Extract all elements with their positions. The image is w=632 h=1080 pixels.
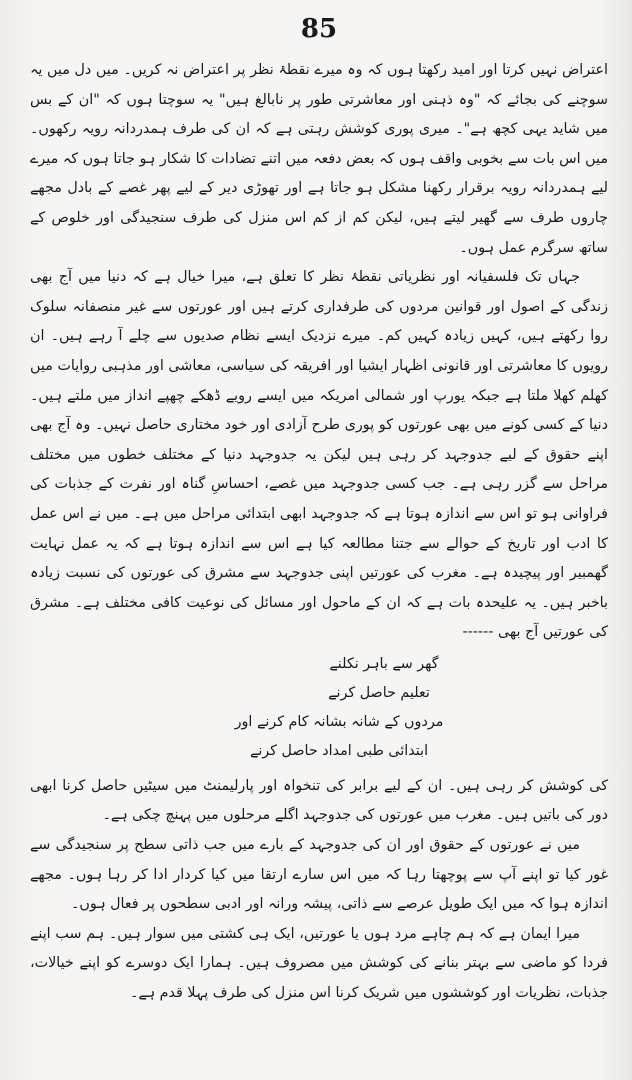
indented-list: [30, 650, 608, 766]
list-line: گھر سے باہر نکلنے: [329, 655, 439, 672]
paragraph-1: اعتراض نہیں کرتا اور امید رکھتا ہوں کہ وہ میرے نقطۂ نظر پر اعتراض نہ کریں۔ میں دل میں یہ سوچنے کی بجائے کہ "وہ ذہنی اور معاشرتی طور پر نابالغ ہیں" یہ سوچتا ہوں کہ "ان کے بس میں شاید یہی کچھ ہے"۔ میری پوری کوشش رہتی ہے کہ ان کی طرف ہمدردانہ رویہ رکھوں۔ میں اس بات سے بخوبی واقف ہوں کہ بعض دفعہ میں اتنے تضادات کا شکار ہو جاتا ہوں کہ میرے لیے ہمدردانہ رویہ برقرار رکھنا مشکل ہو جاتا ہے اور تھوڑی دیر کے لیے پھر غصے کے بادل مجھے چاروں طرف سے گھیر لیتے ہیں، لیکن کم از کم اس منزل کی طرف سنجیدگی اور خلوص کے ساتھ سرگرم عمل ہوں۔: [30, 62, 608, 256]
list-line: تعلیم حاصل کرنے: [328, 684, 430, 701]
list-line: مردوں کے شانہ بشانہ کام کرنے اور: [234, 713, 444, 730]
list-line: ابتدائی طبی امداد حاصل کرنے: [249, 742, 429, 759]
paragraph-5: میرا ایمان ہے کہ ہم چاہے مرد ہوں یا عورتیں، ایک ہی کشتی میں سوار ہیں۔ ہم سب اپنے فردا کو ماضی سے بہتر بنانے کی کوشش میں مصروف ہیں۔ ہمارا ایک دوسرے کو اپنے خیالات، جذبات، نظریات اور کوششوں میں شریک کرنا اس منزل کی طرف پہلا قدم ہے۔: [30, 925, 608, 1002]
paragraph-3: کی کوشش کر رہی ہیں۔ ان کے لیے برابر کی تنخواہ اور پارلیمنٹ میں سیٹیں حاصل کرنا ابھی دور کی باتیں ہیں۔ مغرب میں عورتوں کی جدوجہد اگلے مرحلوں میں پہنچ چکی ہے۔: [30, 777, 608, 824]
page-number: 85: [300, 14, 338, 44]
paragraph-2: جہاں تک فلسفیانہ اور نظریاتی نقطۂ نظر کا تعلق ہے، میرا خیال ہے کہ دنیا میں آج بھی زندگی کے اصول اور قوانین مردوں کی طرفداری کرتے ہیں اور عورتوں سے غیر منصفانہ سلوک روا رکھتے ہیں، کہیں زیادہ کہیں کم۔ میرے نزدیک ایسے نظام صدیوں سے چلے آ رہے ہیں۔ ان رویوں کا معاشرتی اور قانونی اظہار ایشیا اور افریقہ کی سیاسی، معاشی اور مذہبی روایات میں کھلم کھلا ملتا ہے جبکہ یورپ اور شمالی امریکہ میں ایسے رویے ڈھکے چھپے انداز میں ملتے ہیں۔ دنیا کے کسی کونے میں بھی عورتوں کو پوری طرح آزادی اور خود مختاری حاصل نہیں۔ وہ آج بھی اپنے حقوق کے لیے جدوجہد کر رہی ہیں لیکن یہ جدوجہد دنیا کے مختلف خطوں میں مختلف مراحل سے گزر رہی ہے۔ جب کسی جدوجہد میں غصے، احساسِ گناہ اور نفرت کے جذبات کی فراوانی ہو تو اس سے اندازہ ہوتا ہے کہ جدوجہد ابھی ابتدائی مراحل میں ہے۔ میں نے اس عمل کا ادب اور تاریخ کے حوالے سے جتنا مطالعہ کیا ہے اس سے اندازہ ہوتا ہے کہ یہ عمل نہایت گھمبیر اور پیچیدہ ہے۔ مغرب کی عورتیں اپنی جدوجہد سے مشرق کی عورتوں کی نسبت زیادہ باخبر ہیں۔ یہ علیحدہ بات ہے کہ ان کے ماحول اور مسائل کی نوعیت کافی مختلف ہے۔ مشرق کی عورتیں آج بھی ------: [30, 269, 608, 641]
paragraph-4: میں نے عورتوں کے حقوق اور ان کی جدوجہد کے بارے میں جب ذاتی سطح پر سنجیدگی سے غور کیا تو اپنے آپ سے پوچھتا رہا کہ میں اس سارے ارتقا میں کیا کردار ادا کر رہا ہوں۔ مجھے اندازہ ہوا کہ میں ایک طویل عرصے سے ذاتی، پیشہ ورانہ اور ادبی سطحوں پر فعال ہوں۔: [30, 837, 608, 913]
